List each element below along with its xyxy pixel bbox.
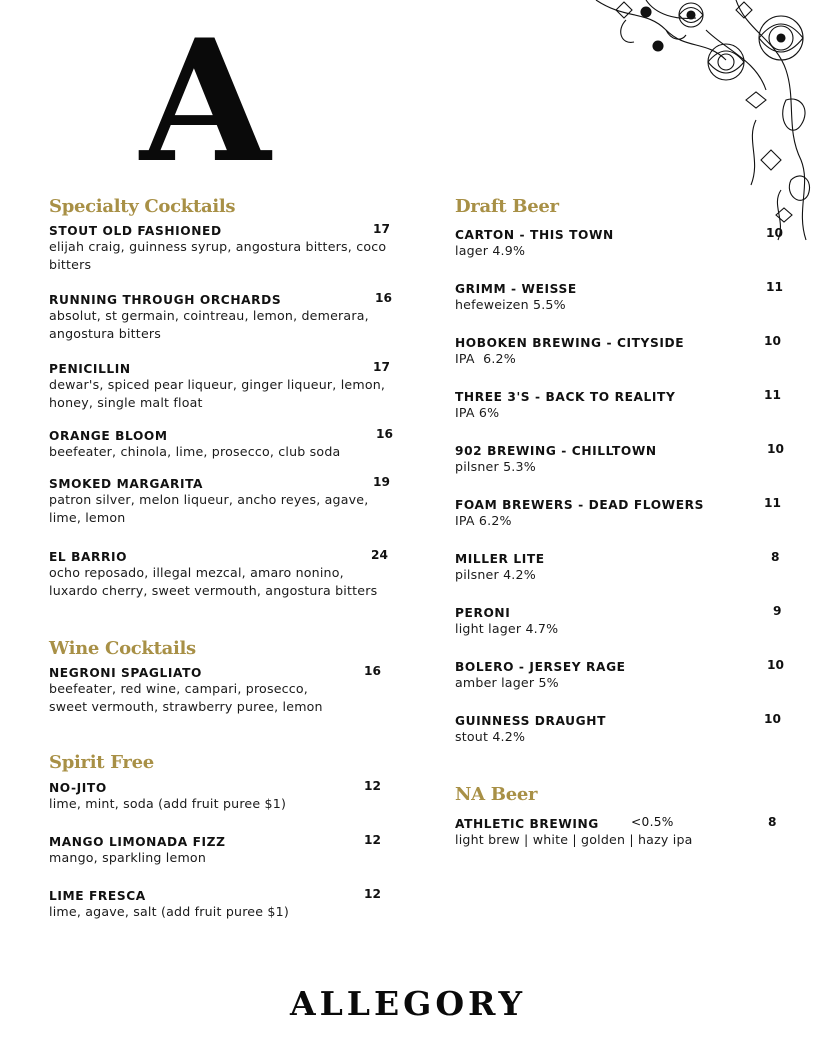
item-price: 9 xyxy=(773,604,782,618)
menu-item xyxy=(455,278,785,314)
menu-item xyxy=(49,289,391,343)
item-description: hefeweizen 5.5% xyxy=(455,297,566,312)
item-price: 8 xyxy=(771,550,780,564)
item-description: patron silver, melon liqueur, ancho reyes, agave, lime, lemon xyxy=(49,492,369,525)
item-name: CARTON - THIS TOWN xyxy=(455,228,614,242)
menu-item xyxy=(49,777,391,813)
item-price: 10 xyxy=(764,334,781,348)
item-price: 17 xyxy=(373,222,390,236)
item-name: LIME FRESCA xyxy=(49,889,146,903)
item-price: 11 xyxy=(764,388,781,402)
menu-item xyxy=(49,831,391,867)
item-description: IPA 6% xyxy=(455,405,500,420)
item-description: lime, agave, salt (add fruit puree $1) xyxy=(49,904,289,919)
item-name: MILLER LITE xyxy=(455,552,545,566)
item-name: HOBOKEN BREWING - CITYSIDE xyxy=(455,336,685,350)
menu-item xyxy=(49,546,391,600)
item-name: THREE 3'S - BACK TO REALITY xyxy=(455,390,676,404)
menu-item xyxy=(49,220,391,274)
item-price: 10 xyxy=(767,442,784,456)
section-na-beer xyxy=(455,784,785,806)
item-abv: <0.5% xyxy=(631,815,674,829)
item-price: 8 xyxy=(768,815,777,829)
item-description: IPA 6.2% xyxy=(455,513,512,528)
logo-letter-a: A xyxy=(140,2,271,200)
item-name: STOUT OLD FASHIONED xyxy=(49,224,222,238)
item-price: 11 xyxy=(764,496,781,510)
item-name: FOAM BREWERS - DEAD FLOWERS xyxy=(455,498,705,512)
menu-item xyxy=(455,548,785,584)
menu-item xyxy=(455,494,785,530)
item-name: ORANGE BLOOM xyxy=(49,429,168,443)
item-name: GUINNESS DRAUGHT xyxy=(455,714,606,728)
item-price: 16 xyxy=(364,664,381,678)
item-price: 19 xyxy=(373,475,390,489)
item-description: pilsner 5.3% xyxy=(455,459,536,474)
item-description: beefeater, chinola, lime, prosecco, club soda xyxy=(49,444,341,459)
item-price: 12 xyxy=(364,887,381,901)
menu-item xyxy=(49,885,391,921)
section-spirit-free xyxy=(49,752,391,774)
item-name: PERONI xyxy=(455,606,511,620)
menu-item xyxy=(455,224,785,260)
item-name: BOLERO - JERSEY RAGE xyxy=(455,660,626,674)
menu-item xyxy=(455,602,785,638)
item-description: mango, sparkling lemon xyxy=(49,850,206,865)
item-description: light lager 4.7% xyxy=(455,621,559,636)
menu-item xyxy=(455,386,785,422)
item-name: GRIMM - WEISSE xyxy=(455,282,577,296)
item-price: 17 xyxy=(373,360,390,374)
item-name: NEGRONI SPAGLIATO xyxy=(49,666,202,680)
item-name: ATHLETIC BREWING xyxy=(455,817,599,831)
item-description: elijah craig, guinness syrup, angostura bitters, coco bitters xyxy=(49,239,387,272)
item-price: 12 xyxy=(364,779,381,793)
item-name: EL BARRIO xyxy=(49,550,128,564)
item-name: PENICILLIN xyxy=(49,362,131,376)
item-description: light brew | white | golden | hazy ipa xyxy=(455,832,693,847)
item-description: amber lager 5% xyxy=(455,675,559,690)
item-price: 24 xyxy=(371,548,388,562)
item-price: 10 xyxy=(767,658,784,672)
item-name: NO-JITO xyxy=(49,781,107,795)
section-title: Draft Beer xyxy=(455,196,559,217)
item-description: dewar's, spiced pear liqueur, ginger liqueur, lemon, honey, single malt float xyxy=(49,377,386,410)
item-description: IPA 6.2% xyxy=(455,351,516,366)
item-description: ocho reposado, illegal mezcal, amaro nonino, luxardo cherry, sweet vermouth, angostura bitters xyxy=(49,565,378,598)
section-title: Specialty Cocktails xyxy=(49,196,236,217)
item-price: 16 xyxy=(375,291,392,305)
item-description: lime, mint, soda (add fruit puree $1) xyxy=(49,796,287,811)
item-name: 902 BREWING - CHILLTOWN xyxy=(455,444,657,458)
item-name: SMOKED MARGARITA xyxy=(49,477,204,491)
item-price: 10 xyxy=(764,712,781,726)
item-name: MANGO LIMONADA FIZZ xyxy=(49,835,226,849)
item-description: stout 4.2% xyxy=(455,729,526,744)
menu-item xyxy=(455,813,785,849)
item-description: absolut, st germain, cointreau, lemon, demerara, angostura bitters xyxy=(49,308,369,341)
menu-item xyxy=(49,358,391,412)
item-price: 16 xyxy=(376,427,393,441)
menu-item xyxy=(455,332,785,368)
item-price: 10 xyxy=(766,226,783,240)
menu-item xyxy=(49,662,391,716)
menu-item xyxy=(455,440,785,476)
item-description: lager 4.9% xyxy=(455,243,526,258)
section-specialty-cocktails xyxy=(49,196,391,218)
section-wine-cocktails xyxy=(49,638,391,660)
section-title: NA Beer xyxy=(455,784,538,805)
section-title: Spirit Free xyxy=(49,752,154,773)
item-price: 11 xyxy=(766,280,783,294)
menu-item xyxy=(455,656,785,692)
item-description: beefeater, red wine, campari, prosecco, sweet vermouth, strawberry puree, lemon xyxy=(49,681,323,714)
item-price: 12 xyxy=(364,833,381,847)
menu-item xyxy=(49,473,391,527)
item-description: pilsner 4.2% xyxy=(455,567,536,582)
menu-item xyxy=(49,425,391,461)
item-name: RUNNING THROUGH ORCHARDS xyxy=(49,293,282,307)
section-title: Wine Cocktails xyxy=(49,638,196,659)
section-draft-beer xyxy=(455,196,785,218)
brand-wordmark: ALLEGORY xyxy=(289,984,527,1023)
menu-item xyxy=(455,710,785,746)
